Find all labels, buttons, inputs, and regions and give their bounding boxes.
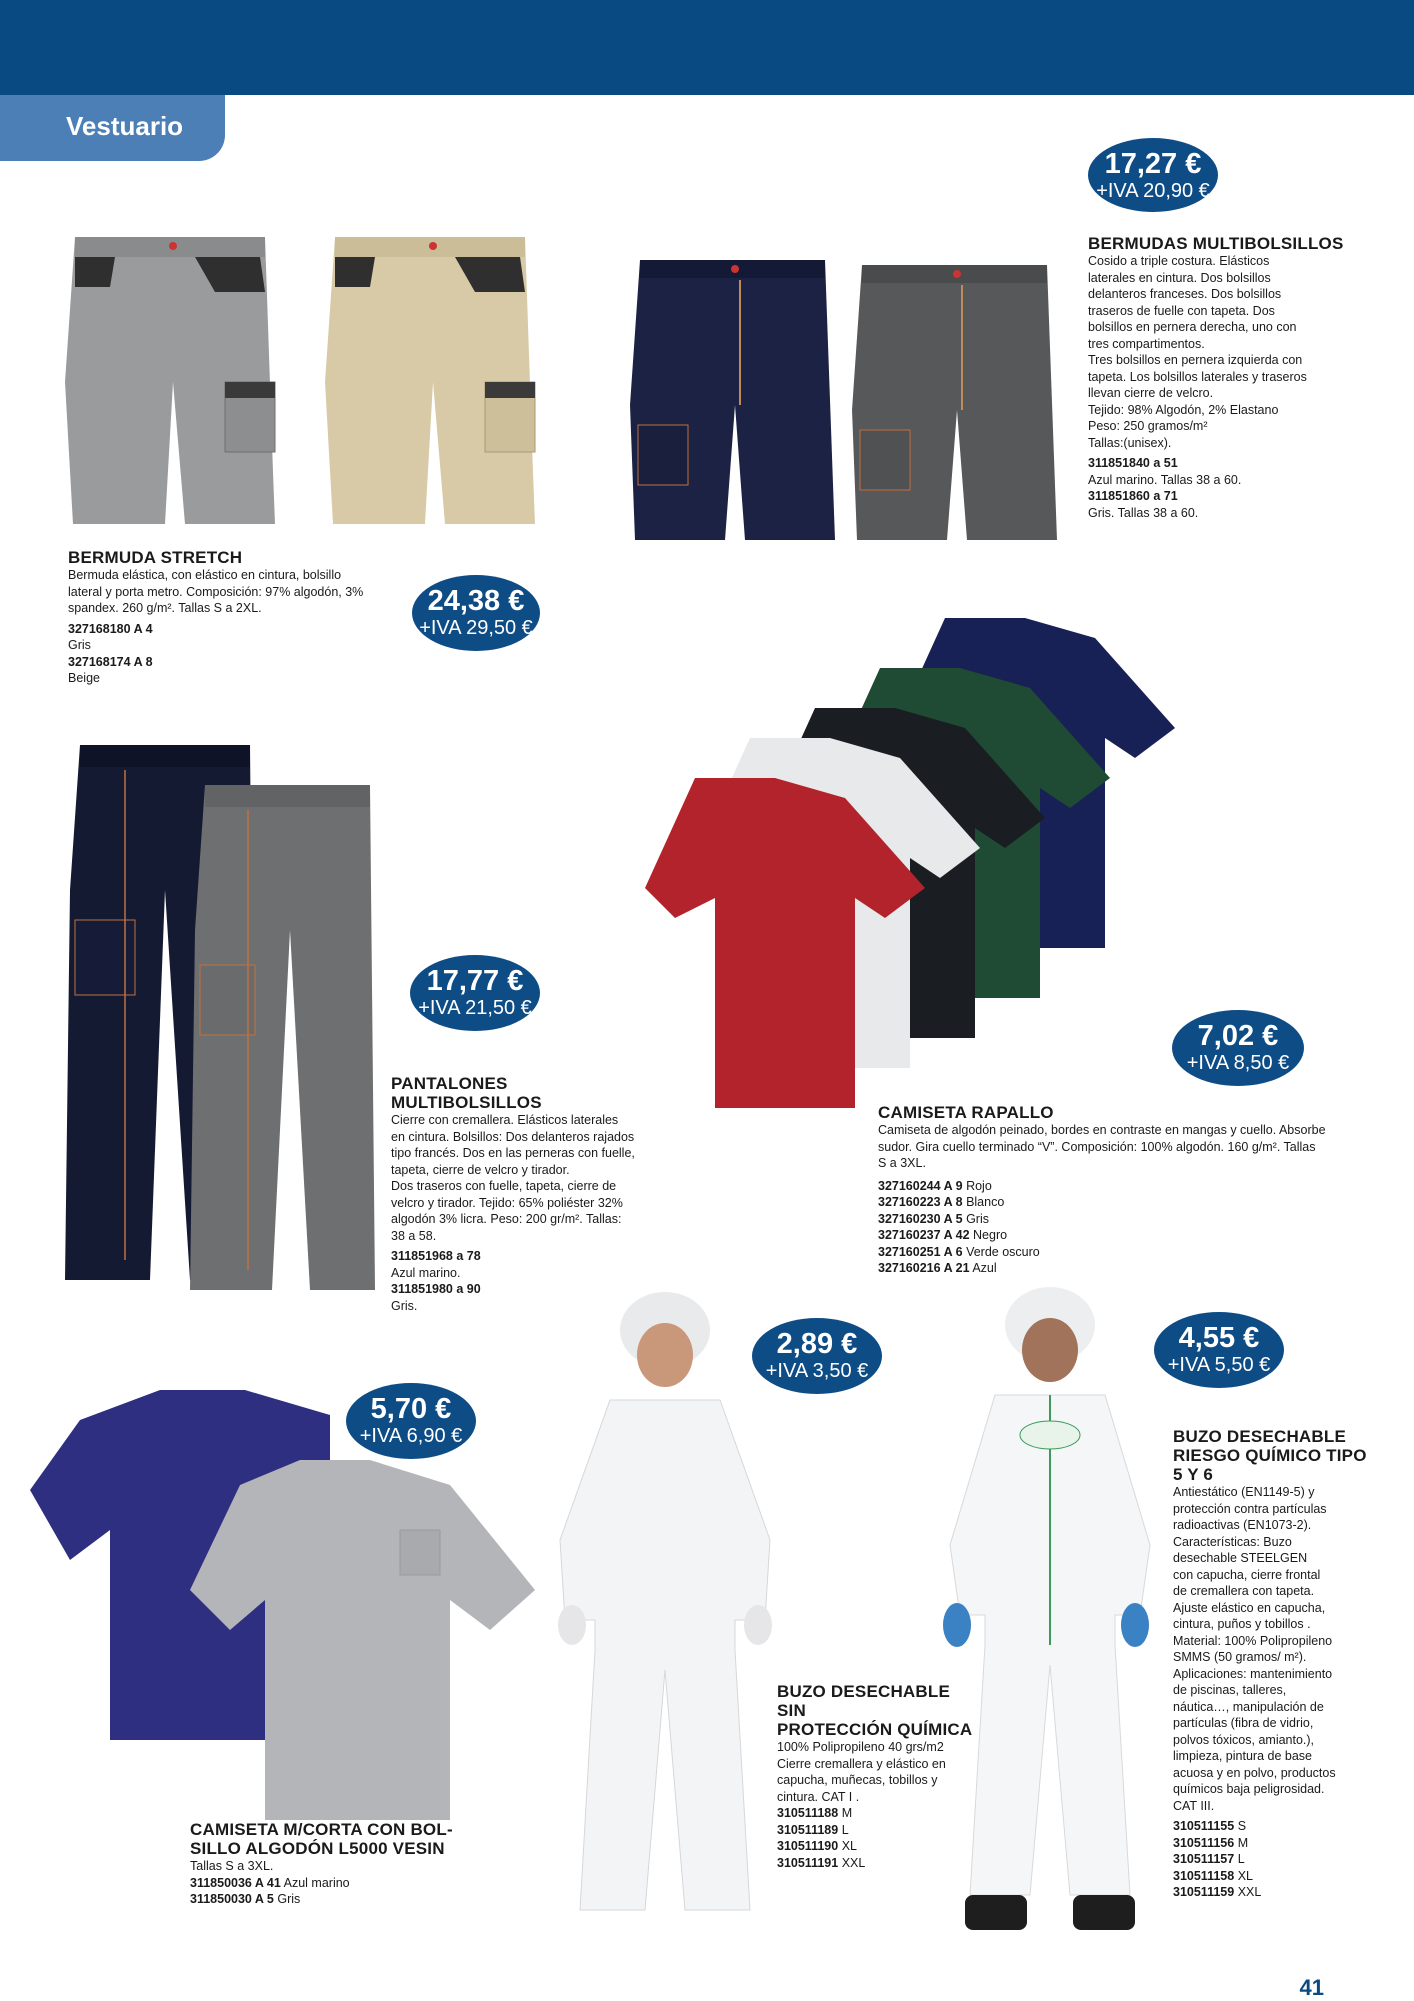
desc-line: tres compartimentos.: [1088, 336, 1205, 351]
desc-line: en cintura. Bolsillos: Dos delanteros rajados: [391, 1129, 635, 1144]
price-badge-camiseta-rapallo: [1172, 1010, 1304, 1086]
ref-code: 310511191: [777, 1855, 839, 1870]
price: 24,38 €: [427, 585, 525, 617]
ref-code: 310511159: [1173, 1885, 1235, 1899]
ref-code: 310511188: [777, 1806, 839, 1820]
product-bermuda-stretch: [68, 548, 408, 687]
ref-row: [878, 1211, 1368, 1228]
ref-code: 310511190: [777, 1839, 839, 1853]
ref-detail: S: [1237, 1819, 1247, 1833]
product-pantalones-multibolsillos: [391, 1074, 661, 1314]
ref-row: [878, 1244, 1368, 1261]
desc-line: Cierre cremallera y elástico en: [777, 1756, 946, 1771]
price-badge-buzo-riesgo-quimico: [1154, 1312, 1284, 1388]
ref-detail: Azul marino. Tallas 38 a 60.: [1088, 472, 1242, 487]
ref-detail: XL: [841, 1839, 857, 1853]
ref-row: [777, 1822, 977, 1839]
bermuda-beige-image: [325, 232, 540, 532]
desc-line: Antiestático (EN1149-5) y: [1173, 1485, 1315, 1499]
desc-line: náutica…, manipulación de: [1173, 1699, 1324, 1714]
desc-line: algodón 3% licra. Peso: 200 gr/m². Tallas:: [391, 1212, 622, 1226]
price: 17,77 €: [426, 965, 524, 997]
desc-line: desechable STEELGEN: [1173, 1551, 1308, 1565]
product-camiseta-rapallo: [878, 1103, 1368, 1277]
ref-detail: Rojo: [966, 1178, 992, 1193]
ref-detail: XL: [1237, 1868, 1253, 1883]
desc-line: de cremallera con tapeta.: [1173, 1584, 1315, 1598]
desc-line: protección contra partículas: [1173, 1501, 1327, 1516]
desc-line: Tejido: 98% Algodón, 2% Elastano: [1088, 402, 1279, 417]
price-iva: +IVA 21,50 €: [418, 997, 532, 1019]
price-iva: +IVA 29,50 €: [419, 617, 533, 639]
ref-code: 311851860 a 71: [1088, 489, 1178, 503]
product-camiseta-bolsillo: [190, 1820, 510, 1908]
ref-code: 327160230 A 5: [878, 1211, 963, 1226]
product-title-line: BUZO DESECHABLE SIN: [777, 1682, 951, 1720]
pantalones-grey-image: [190, 780, 380, 1290]
desc-line: llevan cierre de velcro.: [1088, 386, 1214, 400]
desc-line: spandex. 260 g/m². Tallas S a 2XL.: [68, 601, 262, 615]
ref-detail: Gris: [277, 1892, 301, 1906]
desc-line: de piscinas, talleres,: [1173, 1683, 1287, 1697]
desc-line: tapeta. Los bolsillos laterales y traseros: [1088, 369, 1307, 384]
desc-line: polvos tóxicos, amianto.),: [1173, 1732, 1315, 1747]
ref-code: 311851980 a 90: [391, 1282, 481, 1296]
desc-line: tapeta, cierre de velcro y tirador.: [391, 1162, 570, 1177]
desc-line: radioactivas (EN1073-2).: [1173, 1518, 1312, 1532]
ref-code: 310511189: [777, 1822, 839, 1837]
desc-line: delanteros franceses. Dos bolsillos: [1088, 287, 1282, 301]
ref-code: 327160251 A 6: [878, 1244, 963, 1259]
price: 7,02 €: [1197, 1020, 1279, 1052]
ref-detail: XXL: [1237, 1885, 1262, 1899]
desc-line: S a 3XL.: [878, 1156, 926, 1170]
product-title-line: SILLO ALGODÓN L5000 VESIN: [190, 1839, 445, 1858]
desc-line: limpieza, pintura de base: [1173, 1749, 1312, 1763]
desc-line: 38 a 58.: [391, 1228, 437, 1243]
price-iva: +IVA 20,90 €: [1096, 180, 1210, 202]
ref-code: 327168174 A 8: [68, 654, 153, 669]
price-badge-bermudas-multibolsillos: [1088, 138, 1218, 212]
bermudas-grey-image: [852, 260, 1062, 545]
ref-code: 327168180 A 4: [68, 621, 153, 636]
camisetas-bolsillo-image: [30, 1390, 540, 1830]
price-iva: +IVA 5,50 €: [1167, 1354, 1271, 1376]
desc-line: químicos baja peligrosidad.: [1173, 1782, 1325, 1796]
price: 5,70 €: [370, 1393, 452, 1425]
ref-row: [190, 1875, 510, 1892]
bermuda-grey-image: [65, 232, 280, 532]
ref-code: 311851968 a 78: [391, 1249, 481, 1263]
ref-detail: Azul: [972, 1261, 997, 1275]
ref-detail: Beige: [68, 671, 100, 685]
desc-line: Ajuste elástico en capucha,: [1173, 1600, 1326, 1615]
product-title-line: 5 Y 6: [1173, 1465, 1214, 1484]
desc-line: tipo francés. Dos en las perneras con fuelle,: [391, 1146, 635, 1160]
product-title-line: PROTECCIÓN QUÍMICA: [777, 1720, 973, 1739]
ref-code: 310511156: [1173, 1835, 1235, 1850]
price: 4,55 €: [1178, 1322, 1260, 1354]
desc-line: laterales en cintura. Dos bolsillos: [1088, 270, 1271, 285]
ref-code: 310511158: [1173, 1868, 1235, 1883]
product-title-line: RIESGO QUÍMICO TIPO: [1173, 1446, 1367, 1465]
buzo-blanco-image: [540, 1290, 790, 1940]
section-label: Vestuario: [66, 111, 184, 141]
ref-row: [1173, 1884, 1373, 1901]
desc-line: sudor. Gira cuello terminado “V”. Composición: 100% algodón. 160 g/m². Tallas: [878, 1139, 1316, 1154]
price-iva: +IVA 8,50 €: [1186, 1052, 1290, 1074]
ref-row: [190, 1891, 510, 1908]
ref-code: 327160216 A 21: [878, 1261, 970, 1275]
ref-detail: M: [841, 1806, 853, 1820]
ref-code: 327160237 A 42: [878, 1228, 970, 1242]
ref-detail: M: [1237, 1835, 1249, 1850]
bermudas-navy-image: [630, 255, 840, 545]
price-iva: +IVA 3,50 €: [765, 1360, 869, 1382]
ref-row: [878, 1178, 1368, 1195]
ref-row: [878, 1194, 1368, 1211]
price-badge-pantalones: [410, 955, 540, 1031]
ref-detail: L: [1237, 1852, 1245, 1866]
price-badge-camiseta-bolsillo: [346, 1383, 476, 1459]
product-buzo-riesgo-quimico: [1173, 1427, 1373, 1901]
ref-row: [1173, 1851, 1373, 1868]
ref-detail: Azul marino.: [391, 1265, 461, 1280]
product-title-line: CAMISETA M/CORTA CON BOL-: [190, 1820, 453, 1839]
ref-code: 311850030 A 5: [190, 1892, 274, 1906]
desc-line: traseros de fuelle con tapeta. Dos: [1088, 303, 1275, 318]
ref-detail: Azul marino: [283, 1875, 350, 1890]
ref-row: [777, 1805, 977, 1822]
desc-line: Aplicaciones: mantenimiento: [1173, 1666, 1333, 1681]
desc-line: cintura, puños y tobillos .: [1173, 1617, 1311, 1631]
desc-line: Dos traseros con fuelle, tapeta, cierre de: [391, 1179, 617, 1193]
price-badge-buzo-sin-proteccion: [752, 1318, 882, 1394]
desc-line: Cosido a triple costura. Elásticos: [1088, 254, 1270, 268]
product-title: BERMUDAS MULTIBOLSILLOS: [1088, 234, 1344, 253]
desc-line: Bermuda elástica, con elástico en cintura, bolsillo: [68, 568, 342, 582]
ref-row: [1173, 1818, 1373, 1835]
ref-detail: Negro: [973, 1228, 1008, 1242]
product-title: BERMUDA STRETCH: [68, 548, 243, 567]
ref-code: 311851840 a 51: [1088, 456, 1178, 470]
desc-line: velcro y tirador. Tejido: 65% poliéster 32%: [391, 1195, 623, 1210]
desc-line: CAT III.: [1173, 1798, 1215, 1813]
ref-row: [1173, 1835, 1373, 1852]
desc-line: con capucha, cierre frontal: [1173, 1567, 1321, 1582]
product-title-line: BUZO DESECHABLE: [1173, 1427, 1347, 1446]
desc-line: Camiseta de algodón peinado, bordes en contraste en mangas y cuello. Absorbe: [878, 1123, 1326, 1137]
ref-code: 310511155: [1173, 1819, 1235, 1833]
desc-line: Cierre con cremallera. Elásticos laterales: [391, 1113, 619, 1127]
ref-row: [878, 1227, 1368, 1244]
price: 2,89 €: [776, 1328, 858, 1360]
product-bermudas-multibolsillos: [1088, 234, 1368, 521]
page-number: 41: [1299, 1975, 1324, 2000]
desc-line: lateral y porta metro. Composición: 97% algodón, 3%: [68, 584, 364, 599]
desc-line: 100% Polipropileno 40 grs/m2: [777, 1740, 944, 1754]
ref-detail: XXL: [841, 1855, 866, 1870]
top-banner: [0, 0, 1414, 95]
ref-detail: Gris: [966, 1211, 989, 1226]
product-buzo-sin-proteccion: [777, 1682, 977, 1871]
desc-line: cintura. CAT I .: [777, 1789, 860, 1804]
ref-code: 327160244 A 9: [878, 1178, 963, 1193]
ref-row: [878, 1260, 1368, 1277]
desc-line: Tres bolsillos en pernera izquierda con: [1088, 353, 1303, 367]
price: 17,27 €: [1104, 148, 1202, 180]
desc-line: Peso: 250 gramos/m²: [1088, 419, 1208, 433]
desc-line: bolsillos en pernera derecha, uno con: [1088, 320, 1297, 334]
ref-code: 327160223 A 8: [878, 1195, 963, 1209]
desc-line: Tallas S a 3XL.: [190, 1859, 274, 1873]
camisetas-rapallo-image: [645, 608, 1205, 1108]
desc-line: acuosa y en polvo, productos: [1173, 1765, 1336, 1780]
desc-line: Material: 100% Polipropileno: [1173, 1633, 1333, 1648]
ref-detail: Verde oscuro: [966, 1244, 1040, 1259]
ref-detail: L: [841, 1822, 849, 1837]
product-title: CAMISETA RAPALLO: [878, 1103, 1054, 1122]
ref-code: 310511157: [1173, 1852, 1235, 1866]
desc-line: Tallas:(unisex).: [1088, 435, 1172, 450]
desc-line: partículas (fibra de vidrio,: [1173, 1716, 1314, 1730]
desc-line: capucha, muñecas, tobillos y: [777, 1773, 938, 1787]
ref-row: [777, 1838, 977, 1855]
price-iva: +IVA 6,90 €: [359, 1425, 463, 1447]
ref-detail: Blanco: [966, 1195, 1005, 1209]
price-badge-bermuda-stretch: [412, 575, 540, 651]
ref-row: [777, 1855, 977, 1872]
ref-code: 311850036 A 41: [190, 1875, 281, 1890]
ref-detail: Gris.: [391, 1298, 418, 1313]
desc-line: SMMS (50 gramos/ m²).: [1173, 1650, 1307, 1664]
ref-detail: Gris. Tallas 38 a 60.: [1088, 505, 1199, 520]
ref-row: [1173, 1868, 1373, 1885]
ref-detail: Gris: [68, 638, 91, 652]
desc-line: Características: Buzo: [1173, 1534, 1292, 1549]
section-tab: [0, 95, 225, 161]
product-title: PANTALONES MULTIBOLSILLOS: [391, 1074, 542, 1112]
